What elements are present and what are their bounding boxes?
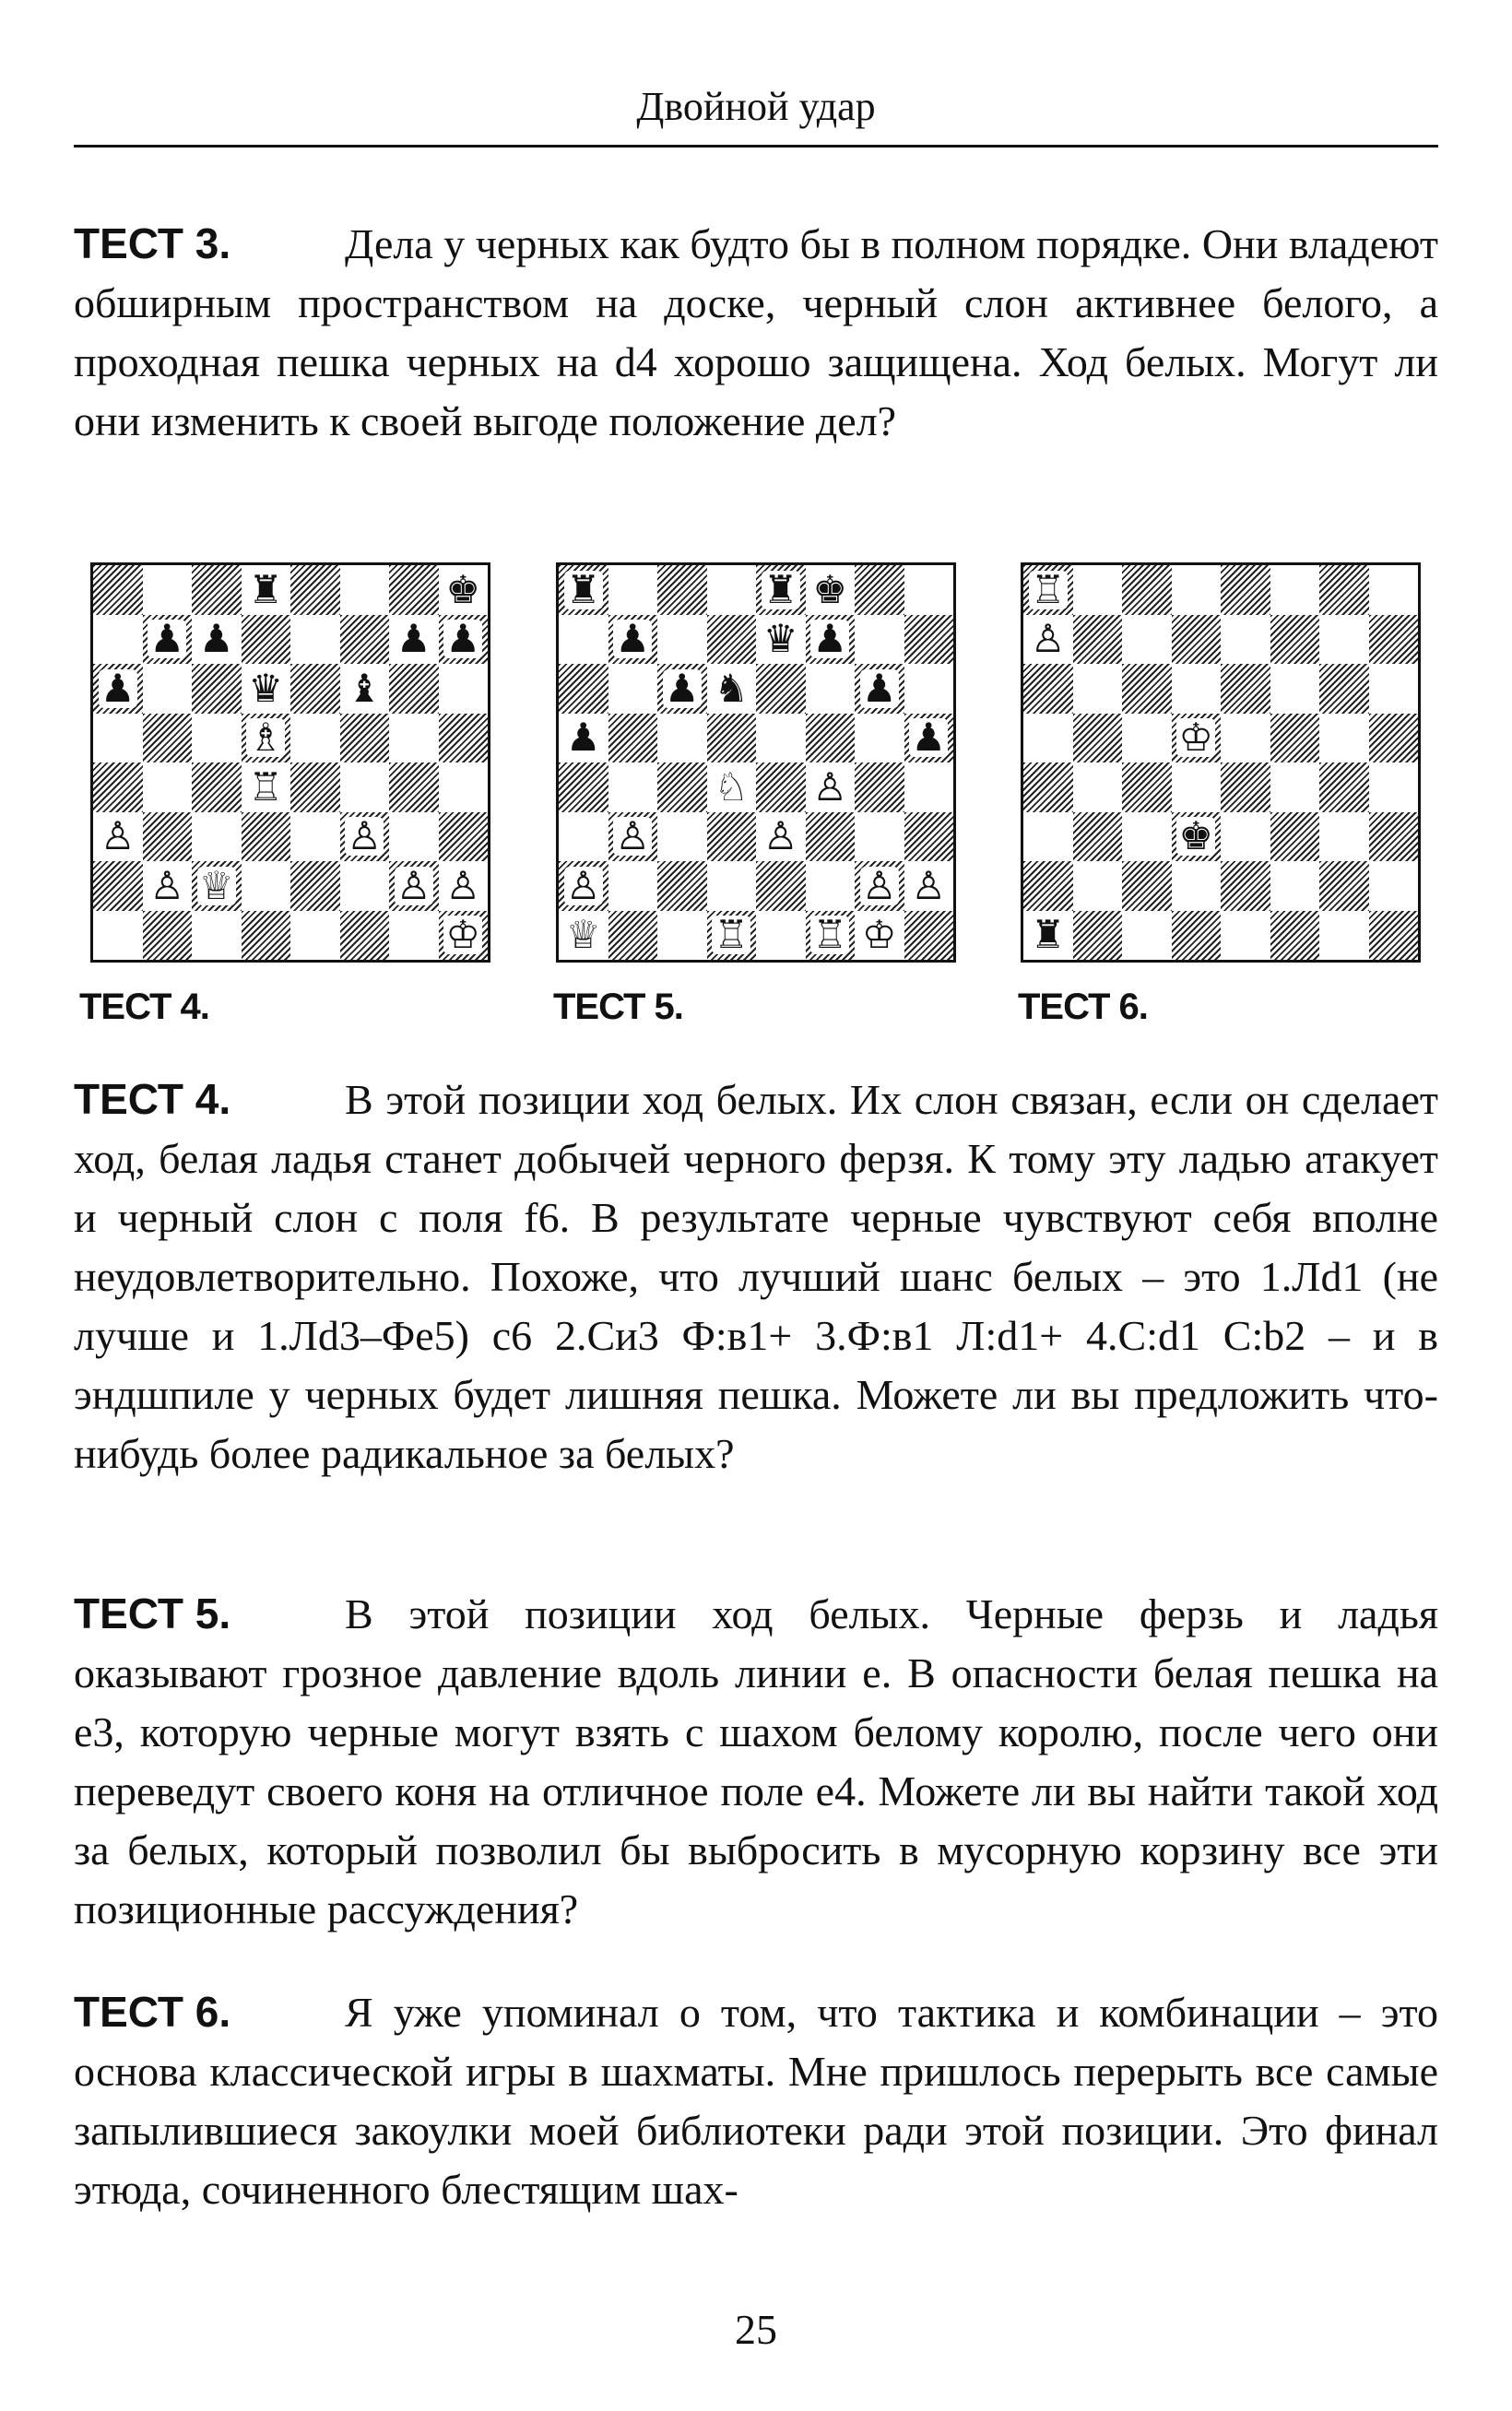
square-f4 xyxy=(806,762,856,812)
square-g7 xyxy=(855,615,904,665)
square-a7 xyxy=(559,615,608,665)
diagram-test5-board xyxy=(556,562,956,963)
white-pawn-icon: ♙ xyxy=(812,763,848,810)
square-f8 xyxy=(340,565,390,615)
white-knight-icon: ♘ xyxy=(714,763,750,810)
black-rook-icon: ♜ xyxy=(565,566,601,612)
square-d5 xyxy=(242,714,291,763)
square-a5 xyxy=(1023,714,1073,763)
test4-label: ТЕСТ 4. xyxy=(74,1075,231,1123)
square-f1 xyxy=(340,911,390,961)
square-g3 xyxy=(389,812,439,862)
square-h8 xyxy=(439,565,489,615)
test5-paragraph xyxy=(74,1584,1438,1939)
square-g3 xyxy=(855,812,904,862)
white-rook-icon: ♖ xyxy=(248,763,284,810)
black-rook-icon: ♜ xyxy=(248,566,284,612)
diagram-test4-board xyxy=(90,562,490,963)
square-g5 xyxy=(389,714,439,763)
square-e3 xyxy=(290,812,340,862)
square-h1 xyxy=(439,911,489,961)
square-g1 xyxy=(855,911,904,961)
black-knight-icon: ♞ xyxy=(714,665,750,711)
square-e4 xyxy=(756,762,806,812)
square-e7 xyxy=(756,615,806,665)
square-h3 xyxy=(904,812,954,862)
square-h5 xyxy=(439,714,489,763)
square-b4 xyxy=(608,762,658,812)
square-g5 xyxy=(855,714,904,763)
square-d8 xyxy=(242,565,291,615)
white-rook-icon: ♖ xyxy=(1030,566,1066,612)
white-pawn-icon: ♙ xyxy=(347,813,383,859)
square-c7 xyxy=(192,615,242,665)
square-h2 xyxy=(1369,861,1419,911)
black-pawn-icon: ♟ xyxy=(565,715,601,761)
square-g4 xyxy=(855,762,904,812)
square-e2 xyxy=(1221,861,1270,911)
black-pawn-icon: ♟ xyxy=(812,616,848,662)
square-g8 xyxy=(389,565,439,615)
test6-text: Я уже упоминал о том, что тактика и комбинации – это основа классической игры в шахматы. Мне пришлось перерыть все самые запылившиеся закоулки моей библиотеки ради этой позиции. Это финал этюда, сочиненного блестящим шах- xyxy=(74,1989,1438,2213)
square-c3 xyxy=(657,812,707,862)
square-c1 xyxy=(192,911,242,961)
page-number: 25 xyxy=(735,2306,777,2353)
square-c2 xyxy=(657,861,707,911)
square-g6 xyxy=(389,664,439,714)
square-e6 xyxy=(756,664,806,714)
square-a4 xyxy=(559,762,608,812)
square-b1 xyxy=(608,911,658,961)
square-a3 xyxy=(1023,812,1073,862)
square-h7 xyxy=(904,615,954,665)
square-h4 xyxy=(904,762,954,812)
square-a1 xyxy=(559,911,608,961)
black-pawn-icon: ♟ xyxy=(445,616,481,662)
running-header: Двойной удар xyxy=(636,84,876,129)
black-king-icon: ♚ xyxy=(1178,813,1214,859)
square-b5 xyxy=(143,714,193,763)
square-b3 xyxy=(143,812,193,862)
square-g4 xyxy=(389,762,439,812)
test6-paragraph xyxy=(74,1982,1438,2219)
black-pawn-icon: ♟ xyxy=(396,616,431,662)
square-d5 xyxy=(1172,714,1222,763)
white-king-icon: ♔ xyxy=(861,912,897,958)
square-a7 xyxy=(93,615,143,665)
square-d4 xyxy=(707,762,757,812)
square-f5 xyxy=(806,714,856,763)
square-b2 xyxy=(143,861,193,911)
square-c6 xyxy=(1122,664,1172,714)
white-rook-icon: ♖ xyxy=(812,912,848,958)
white-pawn-icon: ♙ xyxy=(396,862,431,908)
square-b1 xyxy=(1073,911,1123,961)
test3-text: Дела у черных как будто бы в полном порядке. Они владеют обширным пространством на доске, черный слон активнее белого, а проходная пешка черных на d4 хорошо защищена. Ход белых. Могут ли они изменить к своей выгоде положение дел? xyxy=(74,220,1438,444)
square-b5 xyxy=(608,714,658,763)
diagrams-row xyxy=(0,562,1512,1027)
square-h1 xyxy=(1369,911,1419,961)
diagram-test6-caption: ТЕСТ 6. xyxy=(1018,987,1148,1027)
square-a5 xyxy=(559,714,608,763)
square-d1 xyxy=(1172,911,1222,961)
square-h6 xyxy=(1369,664,1419,714)
white-queen-icon: ♕ xyxy=(198,862,234,908)
square-f7 xyxy=(340,615,390,665)
diagram-test4-caption: ТЕСТ 4. xyxy=(79,987,209,1027)
square-f5 xyxy=(1270,714,1320,763)
square-c4 xyxy=(657,762,707,812)
square-b7 xyxy=(143,615,193,665)
square-c8 xyxy=(657,565,707,615)
square-d4 xyxy=(242,762,291,812)
square-g3 xyxy=(1319,812,1369,862)
square-g6 xyxy=(855,664,904,714)
square-a6 xyxy=(93,664,143,714)
square-a4 xyxy=(1023,762,1073,812)
square-b3 xyxy=(1073,812,1123,862)
test4-paragraph xyxy=(74,1070,1438,1483)
white-rook-icon: ♖ xyxy=(714,912,750,958)
square-g1 xyxy=(1319,911,1369,961)
square-b3 xyxy=(608,812,658,862)
square-f6 xyxy=(1270,664,1320,714)
white-king-icon: ♔ xyxy=(1178,715,1214,761)
square-h3 xyxy=(1369,812,1419,862)
square-a7 xyxy=(1023,615,1073,665)
square-b2 xyxy=(608,861,658,911)
square-c5 xyxy=(192,714,242,763)
square-d7 xyxy=(242,615,291,665)
black-rook-icon: ♜ xyxy=(1030,912,1066,958)
square-h2 xyxy=(439,861,489,911)
white-king-icon: ♔ xyxy=(445,912,481,958)
square-h3 xyxy=(439,812,489,862)
black-pawn-icon: ♟ xyxy=(664,665,700,711)
square-d3 xyxy=(242,812,291,862)
square-b6 xyxy=(608,664,658,714)
square-h5 xyxy=(904,714,954,763)
square-c1 xyxy=(1122,911,1172,961)
test5-label: ТЕСТ 5. xyxy=(74,1590,231,1637)
square-a8 xyxy=(93,565,143,615)
square-e7 xyxy=(290,615,340,665)
square-a5 xyxy=(93,714,143,763)
square-a4 xyxy=(93,762,143,812)
square-d7 xyxy=(1172,615,1222,665)
square-f3 xyxy=(340,812,390,862)
square-d1 xyxy=(242,911,291,961)
square-f3 xyxy=(806,812,856,862)
black-bishop-icon: ♝ xyxy=(347,665,383,711)
square-g2 xyxy=(855,861,904,911)
square-d8 xyxy=(707,565,757,615)
square-c8 xyxy=(192,565,242,615)
square-f8 xyxy=(1270,565,1320,615)
square-f6 xyxy=(806,664,856,714)
square-e5 xyxy=(290,714,340,763)
square-c2 xyxy=(192,861,242,911)
square-h6 xyxy=(904,664,954,714)
square-f7 xyxy=(806,615,856,665)
square-a6 xyxy=(1023,664,1073,714)
square-d3 xyxy=(707,812,757,862)
square-f8 xyxy=(806,565,856,615)
square-e2 xyxy=(290,861,340,911)
square-f2 xyxy=(340,861,390,911)
square-b7 xyxy=(1073,615,1123,665)
square-e8 xyxy=(1221,565,1270,615)
square-c1 xyxy=(657,911,707,961)
square-f2 xyxy=(806,861,856,911)
square-h4 xyxy=(439,762,489,812)
square-d2 xyxy=(1172,861,1222,911)
square-c6 xyxy=(192,664,242,714)
square-e6 xyxy=(1221,664,1270,714)
square-e8 xyxy=(756,565,806,615)
square-g1 xyxy=(389,911,439,961)
square-b2 xyxy=(1073,861,1123,911)
square-c5 xyxy=(657,714,707,763)
square-a1 xyxy=(93,911,143,961)
square-f4 xyxy=(340,762,390,812)
square-d3 xyxy=(1172,812,1222,862)
square-b8 xyxy=(608,565,658,615)
white-pawn-icon: ♙ xyxy=(100,813,136,859)
square-c4 xyxy=(192,762,242,812)
square-a3 xyxy=(559,812,608,862)
square-f3 xyxy=(1270,812,1320,862)
test4-text: В этой позиции ход белых. Их слон связан, если он сделает ход, белая ладья станет добычей черного ферзя. К тому эту ладью атакует и черный слон с поля f6. В результате черные чувствуют себя вполне неудовлетворительно. Похоже, что лучший шанс белых – это 1.Лd1 (не лучше и 1.Лd3–Фe5) c6 2.Cи3 Ф:в1+ 3.Ф:в1 Л:d1+ 4.C:d1 C:b2 – и в эндшпиле у черных будет лишняя пешка. Можете ли вы предложить что-нибудь более радикальное за белых? xyxy=(74,1076,1438,1477)
square-d8 xyxy=(1172,565,1222,615)
square-b6 xyxy=(143,664,193,714)
square-d2 xyxy=(242,861,291,911)
square-b8 xyxy=(1073,565,1123,615)
square-d4 xyxy=(1172,762,1222,812)
square-c4 xyxy=(1122,762,1172,812)
square-h5 xyxy=(1369,714,1419,763)
square-g5 xyxy=(1319,714,1369,763)
square-e4 xyxy=(1221,762,1270,812)
square-g2 xyxy=(1319,861,1369,911)
square-d5 xyxy=(707,714,757,763)
square-d6 xyxy=(1172,664,1222,714)
test6-label: ТЕСТ 6. xyxy=(74,1988,231,2036)
white-queen-icon: ♕ xyxy=(565,912,601,958)
black-king-icon: ♚ xyxy=(445,566,481,612)
square-d2 xyxy=(707,861,757,911)
diagram-test6-board xyxy=(1021,562,1421,963)
white-pawn-icon: ♙ xyxy=(149,862,185,908)
square-e8 xyxy=(290,565,340,615)
square-e5 xyxy=(756,714,806,763)
square-g8 xyxy=(1319,565,1369,615)
square-f1 xyxy=(806,911,856,961)
square-e1 xyxy=(1221,911,1270,961)
square-e1 xyxy=(756,911,806,961)
square-e3 xyxy=(756,812,806,862)
square-e1 xyxy=(290,911,340,961)
black-queen-icon: ♛ xyxy=(248,665,284,711)
square-b5 xyxy=(1073,714,1123,763)
square-f6 xyxy=(340,664,390,714)
square-g2 xyxy=(389,861,439,911)
square-c7 xyxy=(657,615,707,665)
square-b4 xyxy=(143,762,193,812)
square-g4 xyxy=(1319,762,1369,812)
black-pawn-icon: ♟ xyxy=(615,616,651,662)
square-b8 xyxy=(143,565,193,615)
white-pawn-icon: ♙ xyxy=(615,813,651,859)
white-bishop-icon: ♗ xyxy=(248,715,284,761)
white-pawn-icon: ♙ xyxy=(445,862,481,908)
square-c7 xyxy=(1122,615,1172,665)
black-queen-icon: ♛ xyxy=(762,616,798,662)
square-d1 xyxy=(707,911,757,961)
test3-paragraph xyxy=(74,214,1438,451)
square-a3 xyxy=(93,812,143,862)
black-pawn-icon: ♟ xyxy=(198,616,234,662)
square-f7 xyxy=(1270,615,1320,665)
square-c5 xyxy=(1122,714,1172,763)
square-c3 xyxy=(192,812,242,862)
white-pawn-icon: ♙ xyxy=(911,862,947,908)
square-a2 xyxy=(559,861,608,911)
black-pawn-icon: ♟ xyxy=(861,665,897,711)
white-pawn-icon: ♙ xyxy=(861,862,897,908)
square-h7 xyxy=(439,615,489,665)
white-pawn-icon: ♙ xyxy=(762,813,798,859)
square-f4 xyxy=(1270,762,1320,812)
square-d6 xyxy=(707,664,757,714)
square-g6 xyxy=(1319,664,1369,714)
square-e7 xyxy=(1221,615,1270,665)
square-g7 xyxy=(389,615,439,665)
square-a6 xyxy=(559,664,608,714)
black-pawn-icon: ♟ xyxy=(911,715,947,761)
square-d7 xyxy=(707,615,757,665)
square-f1 xyxy=(1270,911,1320,961)
black-pawn-icon: ♟ xyxy=(149,616,185,662)
square-h7 xyxy=(1369,615,1419,665)
square-c6 xyxy=(657,664,707,714)
test3-label: ТЕСТ 3. xyxy=(74,219,231,267)
square-h2 xyxy=(904,861,954,911)
square-h1 xyxy=(904,911,954,961)
square-a2 xyxy=(93,861,143,911)
square-g8 xyxy=(855,565,904,615)
square-c8 xyxy=(1122,565,1172,615)
square-b7 xyxy=(608,615,658,665)
diagram-test5-caption: ТЕСТ 5. xyxy=(553,987,683,1027)
square-c3 xyxy=(1122,812,1172,862)
square-h6 xyxy=(439,664,489,714)
square-g7 xyxy=(1319,615,1369,665)
white-pawn-icon: ♙ xyxy=(565,862,601,908)
square-a2 xyxy=(1023,861,1073,911)
square-a8 xyxy=(1023,565,1073,615)
square-d6 xyxy=(242,664,291,714)
square-e2 xyxy=(756,861,806,911)
square-a8 xyxy=(559,565,608,615)
square-e3 xyxy=(1221,812,1270,862)
square-h8 xyxy=(904,565,954,615)
black-rook-icon: ♜ xyxy=(762,566,798,612)
black-pawn-icon: ♟ xyxy=(100,665,136,711)
square-c2 xyxy=(1122,861,1172,911)
square-h8 xyxy=(1369,565,1419,615)
square-b1 xyxy=(143,911,193,961)
square-e5 xyxy=(1221,714,1270,763)
square-a1 xyxy=(1023,911,1073,961)
square-e6 xyxy=(290,664,340,714)
test5-text: В этой позиции ход белых. Черные ферзь и ладья оказывают грозное давление вдоль линии e. В опасности белая пешка на e3, которую черные могут взять с шахом белому королю, после чего они переведут своего коня на отличное поле e4. Можете ли вы найти такой ход за белых, который позволил бы выбросить в мусорную корзину все эти позиционные рассуждения? xyxy=(74,1590,1438,1932)
square-b4 xyxy=(1073,762,1123,812)
square-b6 xyxy=(1073,664,1123,714)
square-f5 xyxy=(340,714,390,763)
black-king-icon: ♚ xyxy=(812,566,848,612)
square-h4 xyxy=(1369,762,1419,812)
header-rule xyxy=(74,145,1438,148)
white-pawn-icon: ♙ xyxy=(1030,616,1066,662)
square-e4 xyxy=(290,762,340,812)
square-f2 xyxy=(1270,861,1320,911)
